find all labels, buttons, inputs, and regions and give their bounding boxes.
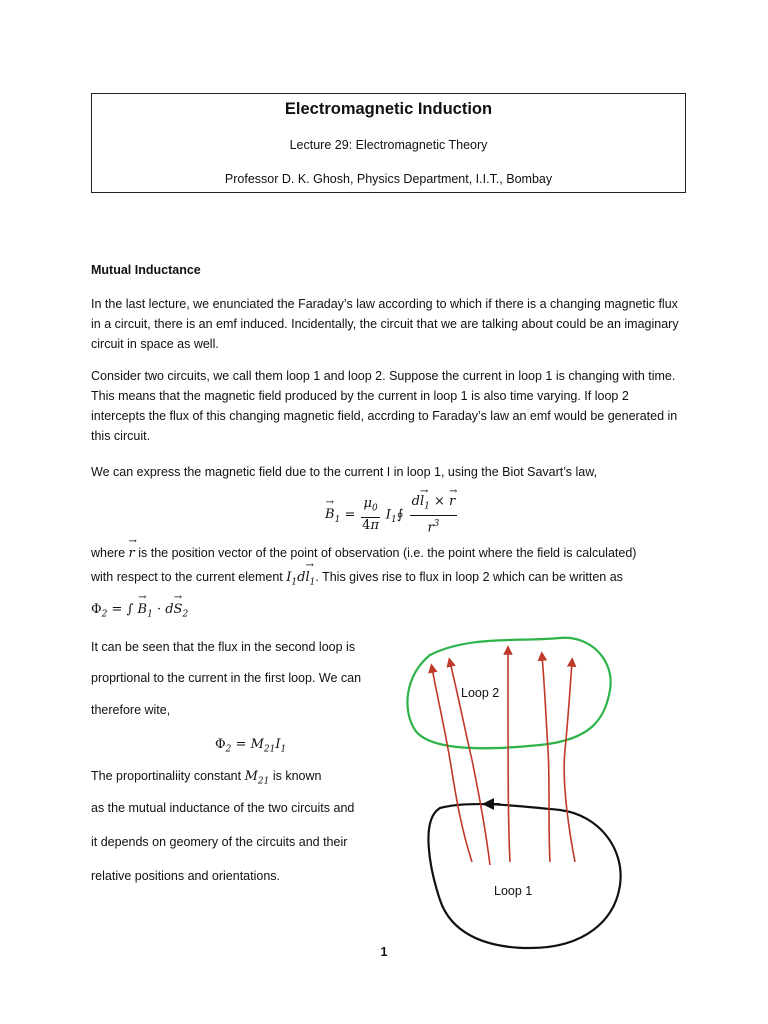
mutual-inductance-equation: $\Phi_2 = M_{21}I_1$: [215, 737, 287, 755]
where-line-1: where → r is the position vector of the point of observation (i.e. the point where the field is calculated): [91, 546, 636, 561]
document-title: Electromagnetic Induction: [284, 100, 493, 118]
author-line: Professor D. K. Ghosh, Physics Department, I.I.T., Bombay: [224, 172, 553, 186]
field-line-4: [542, 656, 550, 862]
position-vector-text: is the position vector of the point of observation (i.e. the point where the field is calculated): [138, 546, 637, 560]
constant-text: The proportinaliity constant: [91, 769, 242, 783]
where-line-2: with respect to the current element $I_1d\to l_1$. This gives rise to flux in loop 2 which can be written as: [91, 570, 623, 588]
title-box: [91, 93, 686, 193]
col-line-7: relative positions and orientations.: [91, 869, 281, 883]
loop-1-label: Loop 1: [494, 884, 533, 898]
known-text: is known: [272, 769, 322, 783]
page-number: 1: [380, 945, 388, 959]
current-element-text: with respect to the current element: [91, 570, 283, 584]
paragraph-two-loops: Consider two circuits, we call them loop 1 and loop 2. Suppose the current in loop 1 is changing with time. This means that the magnetic field produced by the current in loop 1 is also time varying. If loop 2 intercepts the flux of this changing magnetic field, accrding to Faraday’s law an emf would be generated in this circuit.: [91, 369, 678, 443]
loop-1-curve: [428, 804, 620, 948]
field-line-3: [508, 650, 510, 862]
flux-text: . This gives rise to flux in loop 2 which can be written as: [315, 570, 623, 584]
flux-equation: $\Phi_2$ = ∫ → $B_1 \cdot d\to S_2$: [91, 602, 188, 620]
lecture-subtitle: Lecture 29: Electromagnetic Theory: [289, 138, 488, 152]
paragraph-biot-savart: We can express the magnetic field due to the current I in loop 1, using the Biot Savart’s law,: [91, 465, 598, 479]
where-text: where: [91, 546, 126, 560]
col-line-2: proprtional to the current in the first loop. We can: [91, 671, 362, 685]
loop-2-curve: [407, 638, 610, 748]
biot-savart-equation: → $B_1$ = $\frac{\mu_0}{4\pi}$ $I_1∮$ $\frac{d\to l_1 \times \to r}{r^3}$: [325, 494, 459, 536]
col-line-1: It can be seen that the flux in the second loop is: [91, 640, 356, 654]
paragraph-faraday: In the last lecture, we enunciated the Faraday’s law according to which if there is a changing magnetic flux in a circuit, there is an emf induced. Incidentally, the circuit that we are talking about could be an imaginary circuit in space as well.: [91, 297, 679, 351]
col-line-3: therefore wite,: [91, 703, 171, 717]
loops-diagram: [400, 630, 640, 960]
loop-2-label: Loop 2: [461, 686, 500, 700]
field-line-5: [564, 662, 575, 862]
col-line-4: The proportinaliity constant $M_{21}$ is known: [91, 769, 322, 787]
mutual-inductance-figure: [400, 630, 640, 960]
col-line-5: as the mutual inductance of the two circuits and: [91, 801, 355, 815]
col-line-6: it depends on geomery of the circuits and their: [91, 835, 348, 849]
section-heading: Mutual Inductance: [91, 263, 201, 277]
